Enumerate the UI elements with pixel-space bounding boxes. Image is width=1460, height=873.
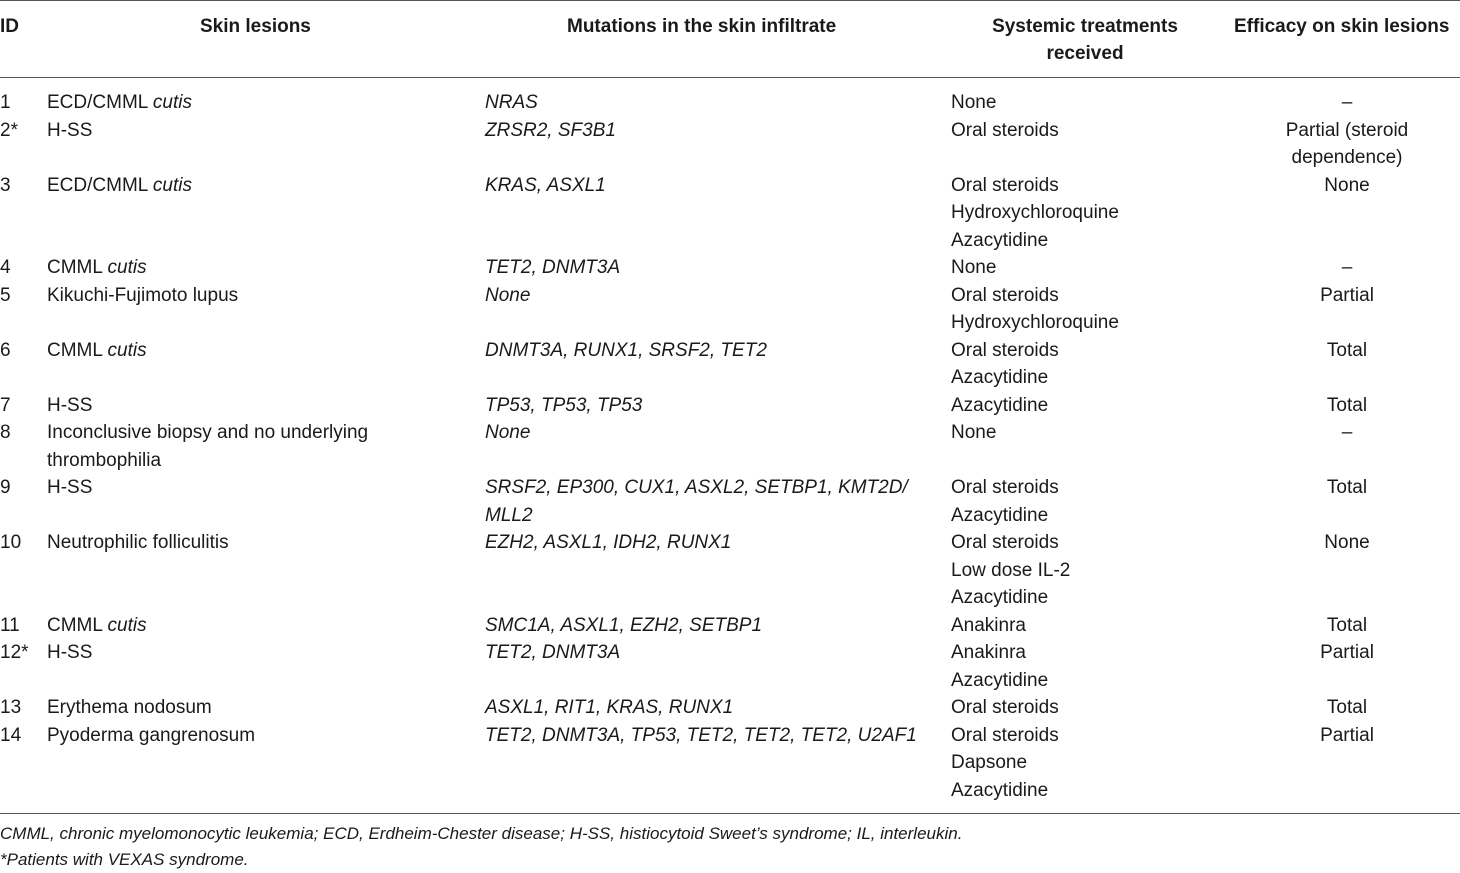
cell-treatments [951,694,1059,722]
cell-treatments [951,474,1059,529]
cell-skin-lesion-text: Erythema nodosum [47,697,212,718]
cell-treatments-text: Low dose IL-2 [951,559,1071,581]
cell-skin-lesion [47,419,368,474]
cell-mutations-text: TET2, DNMT3A, TP53, TET2, TET2, TET2, U2AF1 [485,724,917,746]
cell-skin-lesion-text: thrombophilia [47,449,162,471]
cell-mutations-text: EZH2, ASXL1, IDH2, RUNX1 [485,532,732,553]
cell-treatments-text: Oral steroids [951,477,1059,498]
cell-mutations-text: NRAS [485,92,538,113]
cell-id: 4 [0,257,11,278]
cell-id: 13 [0,697,22,718]
cell-treatments-text: Azacytidine [951,669,1049,691]
cell-treatments-text: Azacytidine [951,504,1049,526]
cell-skin-lesion [47,282,238,310]
cell-id: 3 [0,174,11,196]
cell-id: 9 [0,477,11,498]
cell-id: 5 [0,284,11,306]
cell-skin-lesion-text: Pyoderma gangrenosum [47,724,256,746]
cell-skin-lesion [47,254,147,282]
cell-efficacy [1234,474,1460,502]
cell-skin-lesion-text: ECD/CMML [47,174,153,196]
cell-treatments-text: None [951,422,997,443]
cell-efficacy-text: None [1324,174,1370,196]
header-mutations: Mutations in the skin infiltrate [567,16,837,37]
cell-mutations-text: MLL2 [485,504,533,526]
cell-efficacy [1234,117,1460,172]
cell-skin-lesion-text: Kikuchi-Fujimoto lupus [47,284,239,306]
cell-skin-lesion-italic-text: cutis [107,339,147,361]
cell-efficacy-text: Partial [1320,724,1374,746]
cell-efficacy-text: dependence) [1291,147,1403,168]
cell-mutations [485,117,616,145]
cell-treatments [951,612,1026,640]
cell-efficacy [1234,639,1460,667]
cell-efficacy [1234,529,1460,557]
cell-treatments-text: Oral steroids [951,697,1059,718]
cell-treatments-text: Anakinra [951,614,1026,636]
cell-skin-lesion-text: H-SS [47,477,93,498]
cell-mutations [485,172,606,200]
cell-skin-lesion [47,117,92,145]
cell-mutations [485,694,733,722]
cell-treatments-text: Dapsone [951,752,1028,773]
cell-skin-lesion-text: Neutrophilic folliculitis [47,532,229,553]
cell-efficacy-text: – [1341,92,1353,113]
cell-mutations [485,474,908,529]
cell-treatments [951,254,996,282]
header-treatments-line2: received [1046,43,1124,64]
footnote-vexas: *Patients with VEXAS syndrome. [0,850,249,869]
cell-skin-lesion-text: ECD/CMML [47,92,153,113]
cell-skin-lesion [47,639,92,667]
cell-treatments [951,722,1059,805]
cell-id: 7 [0,394,11,416]
table-bottom-rule [0,813,1460,814]
cell-skin-lesion-text: Inconclusive biopsy and no underlying [47,422,369,443]
table-top-rule [0,0,1460,1]
cell-efficacy-text: Partial [1320,284,1374,306]
cell-skin-lesion [47,722,255,750]
cell-skin-lesion [47,172,192,200]
cell-treatments-text: Hydroxychloroquine [951,312,1119,333]
header-treatments-line1: Systemic treatments [992,16,1178,37]
cell-treatments-text: Oral steroids [951,284,1059,306]
cell-mutations-text: KRAS, ASXL1 [485,174,606,196]
cell-treatments [951,392,1048,420]
cell-efficacy-text: Partial (steroid [1285,119,1409,141]
cell-mutations [485,254,620,282]
cell-efficacy [1234,722,1460,750]
cell-mutations-text: TET2, DNMT3A [485,642,621,663]
cell-mutations-text: TP53, TP53, TP53 [485,394,643,416]
cell-skin-lesion [47,529,229,557]
cell-mutations-text: DNMT3A, RUNX1, SRSF2, TET2 [485,339,767,361]
cell-skin-lesion-text: H-SS [47,394,93,416]
cell-efficacy [1234,612,1460,640]
cell-efficacy [1234,694,1460,722]
cell-mutations [485,392,642,420]
cell-mutations-text: TET2, DNMT3A [485,257,621,278]
cell-skin-lesion-italic-text: cutis [107,614,147,636]
cell-mutations [485,419,530,447]
cell-id: 8 [0,422,11,443]
cell-skin-lesion-italic-text: cutis [152,174,192,196]
cell-treatments [951,89,996,117]
cell-efficacy [1234,254,1460,282]
cell-efficacy-text: Total [1326,697,1368,718]
header-id: ID [0,16,19,37]
cell-treatments-text: Anakinra [951,642,1026,663]
cell-mutations [485,282,530,310]
footnote-abbreviations: CMML, chronic myelomonocytic leukemia; ECD, Erdheim-Chester disease; H-SS, histiocytoid Sweet’s syndrome; IL, interleukin. [0,824,963,843]
cell-efficacy-text: Total [1326,614,1368,636]
cell-treatments-text: Oral steroids [951,339,1059,361]
cell-skin-lesion-text: CMML [47,257,108,278]
cell-mutations [485,639,620,667]
cell-efficacy [1234,89,1460,117]
cell-mutations-text: ZRSR2, SF3B1 [485,119,616,141]
cell-treatments-text: Hydroxychloroquine [951,202,1119,223]
cell-mutations-text: SRSF2, EP300, CUX1, ASXL2, SETBP1, KMT2D/ [485,477,908,498]
cell-treatments-text: None [951,92,997,113]
cell-mutations [485,337,767,365]
cell-treatments-text: Azacytidine [951,229,1049,251]
cell-skin-lesion [47,337,147,365]
cell-skin-lesion-text: H-SS [47,642,93,663]
cell-treatments-text: None [951,257,997,278]
cell-efficacy [1234,282,1460,310]
cell-efficacy [1234,337,1460,365]
cell-mutations [485,722,917,750]
cell-skin-lesion [47,694,212,722]
cell-treatments-text: Oral steroids [951,119,1059,141]
header-bottom-rule [0,77,1460,78]
cell-mutations [485,89,538,117]
cell-treatments [951,337,1059,392]
cell-treatments-text: Oral steroids [951,174,1059,196]
cell-treatments [951,639,1048,694]
cell-treatments [951,419,996,447]
cell-id: 6 [0,339,11,361]
cell-skin-lesion [47,89,192,117]
cell-mutations [485,612,762,640]
cell-efficacy-text: – [1341,422,1353,443]
cell-mutations [485,529,731,557]
header-skin-lesions: Skin lesions [200,16,311,37]
cell-skin-lesion-text: CMML [47,339,108,361]
cell-treatments [951,172,1119,255]
cell-id: 12* [0,642,29,663]
cell-id: 14 [0,724,22,746]
cell-id: 10 [0,532,22,553]
cell-treatments [951,117,1059,145]
cell-efficacy [1234,392,1460,420]
cell-skin-lesion-text: H-SS [47,119,93,141]
cell-efficacy-text: None [1324,532,1370,553]
cell-skin-lesion-text: CMML [47,614,108,636]
cell-treatments-text: Azacytidine [951,779,1049,801]
cell-mutations-text: ASXL1, RIT1, KRAS, RUNX1 [485,697,734,718]
cell-skin-lesion-italic-text: cutis [152,92,192,113]
cell-efficacy [1234,172,1460,200]
cell-efficacy-text: Total [1326,477,1368,498]
cell-treatments [951,282,1119,337]
cell-treatments-text: Oral steroids [951,532,1059,553]
cell-efficacy-text: Total [1326,339,1368,361]
cell-id: 11 [0,614,20,636]
cell-skin-lesion [47,612,147,640]
cell-treatments-text: Azacytidine [951,587,1049,608]
header-efficacy: Efficacy on skin lesions [1234,16,1450,37]
cell-treatments-text: Oral steroids [951,724,1059,746]
header-treatments [951,13,1219,67]
cell-skin-lesion-italic-text: cutis [107,257,147,278]
cell-efficacy-text: Total [1326,394,1368,416]
cell-treatments-text: Azacytidine [951,367,1049,388]
cell-treatments-text: Azacytidine [951,394,1049,416]
cell-efficacy [1234,419,1460,447]
cell-skin-lesion [47,392,92,420]
cell-id: 1 [0,92,11,113]
cell-treatments [951,529,1070,612]
cell-efficacy-text: – [1341,257,1353,278]
cell-mutations-text: SMC1A, ASXL1, EZH2, SETBP1 [485,614,763,636]
cell-id: 2* [0,119,18,141]
cell-skin-lesion [47,474,92,502]
cell-mutations-text: None [485,422,531,443]
cell-mutations-text: None [485,284,531,306]
cell-efficacy-text: Partial [1320,642,1374,663]
